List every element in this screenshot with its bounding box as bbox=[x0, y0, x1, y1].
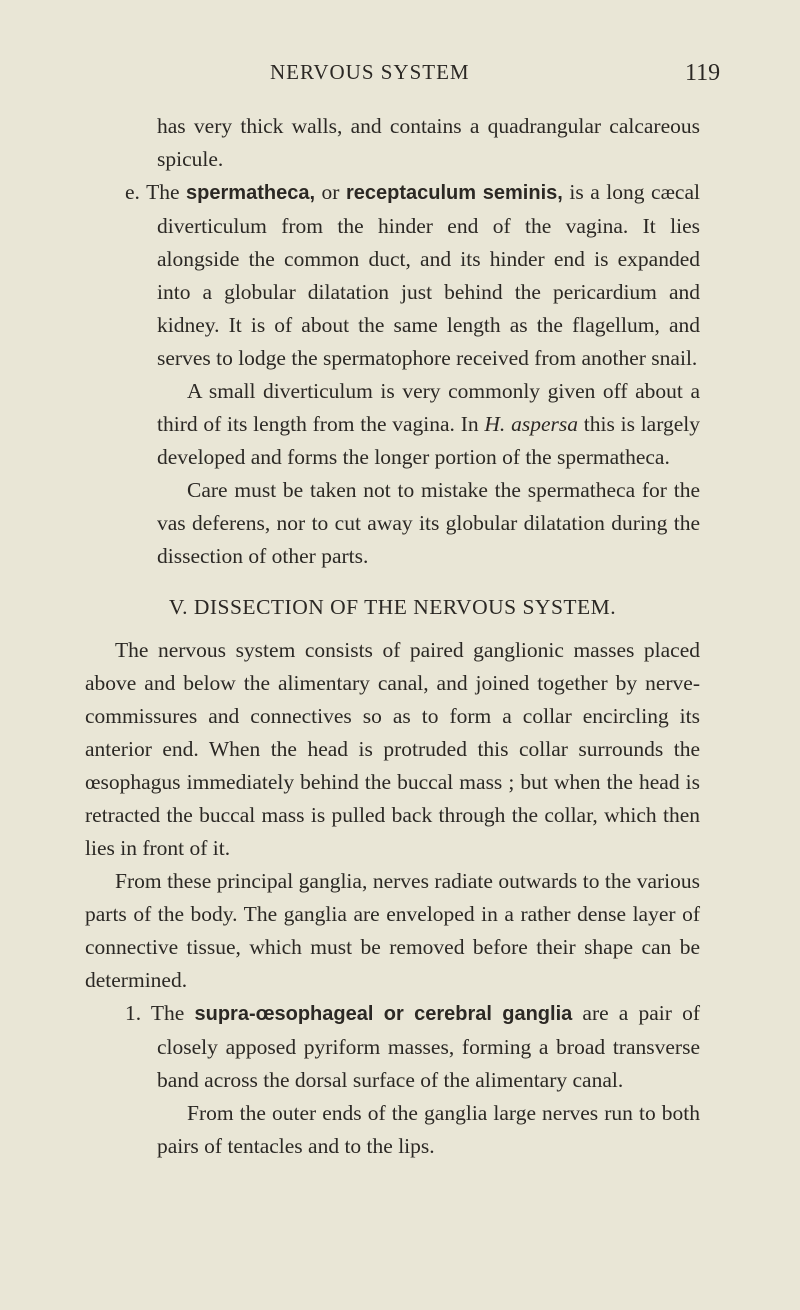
paragraph-cerebral-ganglia bbox=[85, 997, 700, 1097]
term-cerebral-ganglia: supra-œsophageal or cerebral ganglia bbox=[194, 1003, 573, 1025]
paragraph-diverticulum bbox=[85, 375, 700, 474]
paragraph-continuation: has very thick walls, and contains a quadrangular calcareous spicule. bbox=[157, 114, 700, 171]
text: The bbox=[150, 1001, 185, 1025]
body-text bbox=[85, 110, 700, 1163]
paragraph-ganglia: From these principal ganglia, nerves radiate outwards to the various parts of the body. The ganglia are enveloped in a rather dense layer of connective tissue, which must be removed before their shape can be determined. bbox=[85, 869, 700, 992]
list-marker: e. bbox=[125, 180, 140, 204]
text: A small diverticulum is very commonly given off about a third of its length from the vagina. In bbox=[157, 379, 700, 436]
paragraph-spermatheca bbox=[85, 176, 700, 375]
text: or bbox=[321, 180, 340, 204]
section-heading: V. DISSECTION OF THE NERVOUS SYSTEM. bbox=[168, 595, 617, 619]
term-receptaculum: receptaculum seminis, bbox=[346, 182, 563, 204]
paragraph-caution: Care must be taken not to mistake the spermatheca for the vas deferens, nor to cut away its globular dilatation during the dissection of other parts. bbox=[157, 478, 700, 568]
text: The bbox=[146, 180, 180, 204]
list-marker: 1. bbox=[125, 1001, 142, 1025]
running-title: NERVOUS SYSTEM bbox=[270, 60, 470, 84]
text: this is largely developed and forms the longer portion of the spermatheca. bbox=[157, 412, 701, 469]
text: is a long cæcal diverticulum from the hinder end of the vagina. It lies alongside the common duct, and its hinder end is expanded into a globular dilatation just behind the pericardium and kidney. It is of about the same length as the flagellum, and serves to lodge the spermatophore received from another snail. bbox=[157, 180, 700, 370]
text: are a pair of closely apposed pyriform masses, forming a broad transverse band across the dorsal surface of the alimentary canal. bbox=[157, 1001, 700, 1092]
term-spermatheca: spermatheca, bbox=[186, 182, 316, 204]
species-name: H. aspersa bbox=[484, 412, 578, 436]
running-head bbox=[0, 60, 800, 90]
paragraph-nerves: From the outer ends of the ganglia large nerves run to both pairs of tentacles and to the lips. bbox=[157, 1101, 700, 1158]
page-number: 119 bbox=[685, 60, 721, 86]
paragraph-nervous-system: The nervous system consists of paired ganglionic masses placed above and below the alimentary canal, and joined together by nerve-commissures and connectives so as to form a collar encircling its anterior end. When the head is protruded this collar surrounds the œsophagus immediately behind the buccal mass ; but when the head is retracted the buccal mass is pulled back through the collar, which then lies in front of it. bbox=[85, 638, 700, 860]
